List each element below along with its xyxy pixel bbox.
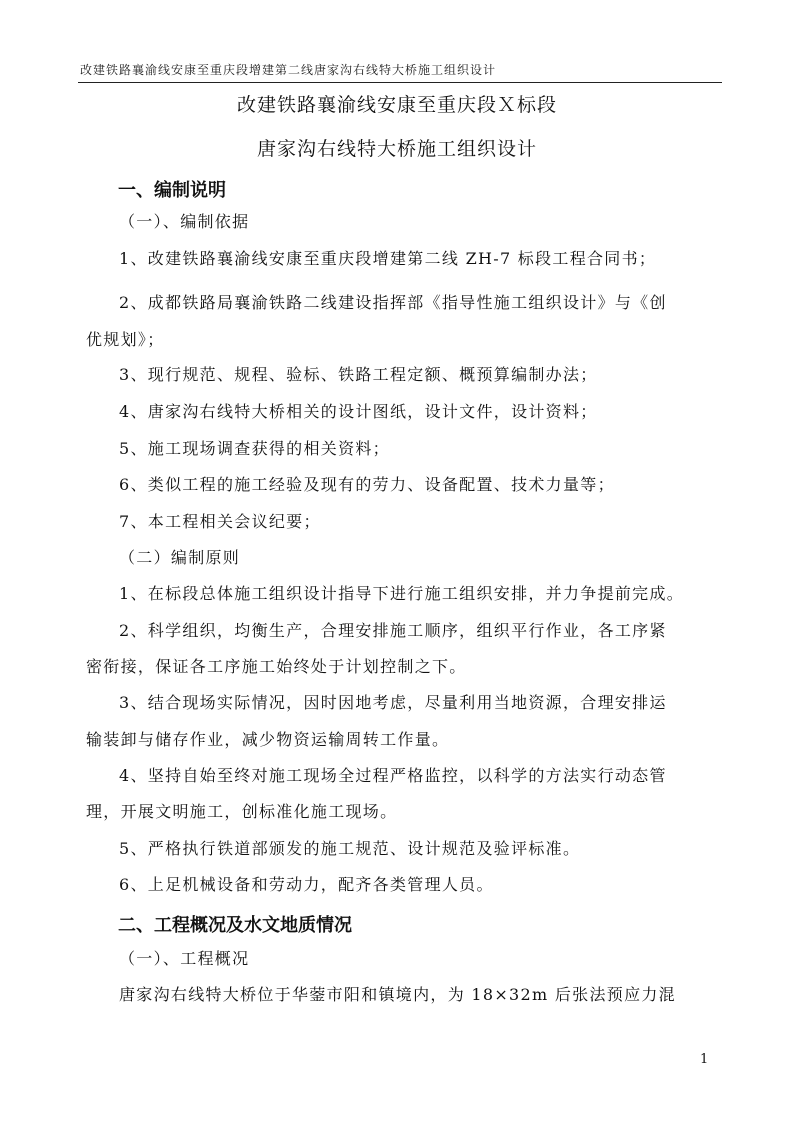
principle-item: 6、上足机械设备和劳动力，配齐各类管理人员。 [119,875,494,894]
basis-item: 3、现行规范、规程、验标、铁路工程定额、概预算编制办法； [119,365,598,384]
document-title-line1: 改建铁路襄渝线安康至重庆段Ｘ标段 [236,94,557,116]
principle-item-continuation: 输装卸与储存作业，减少物资运输周转工作量。 [86,730,450,749]
basis-item: 5、施工现场调查获得的相关资料； [119,439,390,458]
principle-item: 5、严格执行铁道部颁发的施工规范、设计规范及验评标准。 [119,839,581,858]
section1-sub1-heading: （一）、编制依据 [119,212,250,231]
header-rule [78,82,722,83]
basis-item: 7、本工程相关会议纪要； [119,512,321,531]
running-header: 改建铁路襄渝线安康至重庆段增建第二线唐家沟右线特大桥施工组织设计 [80,63,497,77]
document-title-line2: 唐家沟右线特大桥施工组织设计 [256,138,537,160]
page-number: 1 [700,1052,709,1067]
basis-item: 6、类似工程的施工经验及现有的劳力、设备配置、技术力量等； [119,475,615,494]
section2-paragraph: 唐家沟右线特大桥位于华蓥市阳和镇境内，为 18×32m 后张法预应力混 [119,985,676,1004]
principle-item: 4、坚持自始至终对施工现场全过程严格监控，以科学的方法实行动态管 [119,766,667,785]
principle-item-continuation: 密衔接，保证各工序施工始终处于计划控制之下。 [86,657,467,676]
principle-item-continuation: 理，开展文明施工，创标准化施工现场。 [86,802,398,821]
principle-item: 2、科学组织，均衡生产，合理安排施工顺序，组织平行作业，各工序紧 [119,621,667,640]
section1-sub2-heading: （二）编制原则 [119,548,241,567]
section2-heading: 二、工程概况及水文地质情况 [118,915,352,936]
section1-heading: 一、编制说明 [118,180,226,201]
section2-sub1-heading: （一）、工程概况 [119,949,250,968]
basis-item: 4、唐家沟右线特大桥相关的设计图纸，设计文件，设计资料； [119,402,598,421]
principle-item: 1、在标段总体施工组织设计指导下进行施工组织安排，并力争提前完成。 [119,584,685,603]
basis-item: 1、改建铁路襄渝线安康至重庆段增建第二线 ZH-7 标段工程合同书； [119,249,657,268]
principle-item: 3、结合现场实际情况，因时因地考虑，尽量利用当地资源，合理安排运 [119,693,667,712]
basis-item-continuation: 优规划》； [86,330,165,349]
basis-item: 2、成都铁路局襄渝铁路二线建设指挥部《指导性施工组织设计》与《创 [119,293,667,312]
